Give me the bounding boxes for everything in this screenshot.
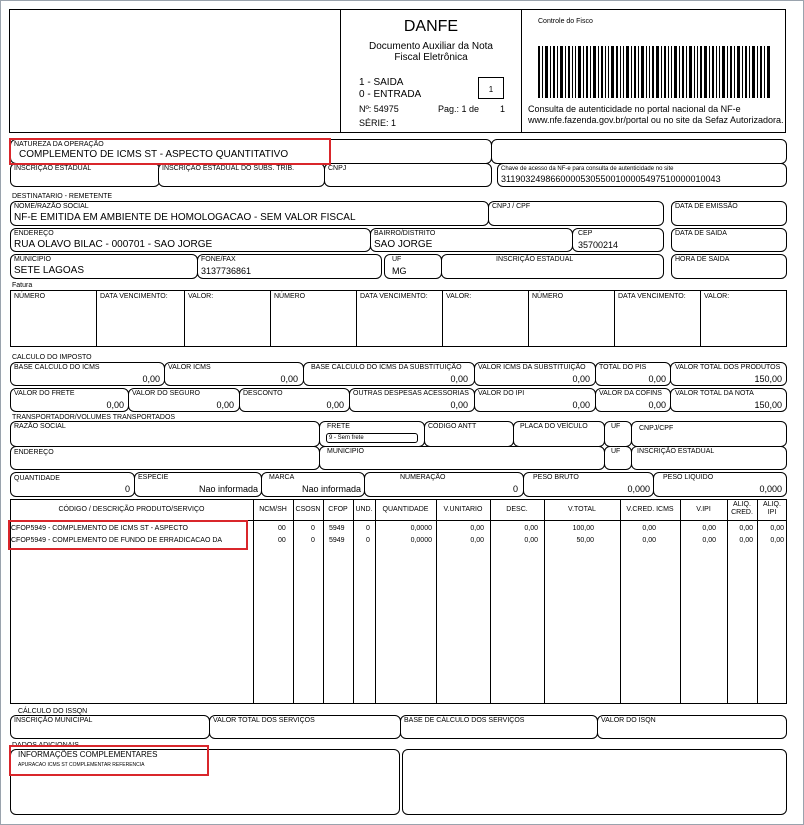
fatura-valor2-label: VALOR: — [446, 293, 472, 300]
col-header-desc: DESC. — [506, 506, 528, 513]
imposto-valor-icms-value: 0,00 — [280, 374, 298, 384]
transp-especie-label: ESPECIE — [138, 474, 169, 481]
table-row-1-cfop: 5949 — [329, 525, 345, 532]
table-row-1-quantidade: 0,0000 — [410, 525, 432, 532]
table-row-1-vcred: 0,00 — [642, 525, 656, 532]
table-row-2-cfop: 5949 — [329, 537, 345, 544]
table-row-2-desc: 0,00 — [524, 537, 538, 544]
col-header-csosn: CSOSN — [295, 506, 321, 513]
danfe-subtitle-2: Fiscal Eletrônica — [394, 52, 468, 63]
fatura-numero2-label: NÚMERO — [274, 293, 306, 300]
dest-nome-value: NF-E EMITIDA EM AMBIENTE DE HOMOLOGACAO - SEM VALOR FISCAL — [14, 212, 356, 223]
imposto-frete-label: VALOR DO FRETE — [14, 390, 75, 397]
tipo-entrada: 0 - ENTRADA — [359, 89, 422, 100]
imposto-outras-value: 0,00 — [450, 400, 468, 410]
nf-numero: Nº: 54975 — [359, 104, 399, 114]
dest-nome-label: NOME/RAZÃO SOCIAL — [14, 203, 89, 210]
dest-bairro-label: BAIRRO/DISTRITO — [374, 230, 436, 237]
imposto-total-prod-value: 150,00 — [754, 374, 782, 384]
barcode-image — [538, 46, 770, 98]
table-row-1-vipi: 0,00 — [702, 525, 716, 532]
dest-municipio-value: SETE LAGOAS — [14, 265, 85, 276]
table-row-1-descricao: CFOP5949 - COMPLEMENTO DE ICMS ST - ASPECTO — [11, 525, 188, 532]
fatura-venc-label: DATA VENCIMENTO: — [100, 293, 168, 300]
imposto-total-prod-label: VALOR TOTAL DOS PRODUTOS — [675, 364, 781, 371]
destinatario-section-title: DESTINATARIO - REMETENTE — [12, 193, 113, 200]
dest-emissao-label: DATA DE EMISSÃO — [675, 203, 738, 210]
chave-value: 31190324986600005305500100005497510000010043 — [501, 174, 721, 184]
cnpj-box — [324, 163, 492, 187]
dest-uf-value: MG — [392, 266, 407, 276]
fatura-section-title: Fatura — [12, 282, 33, 289]
transp-peso-liq-label: PESO LIQUIDO — [663, 474, 714, 481]
table-row-2-vtotal: 50,00 — [576, 537, 594, 544]
table-row-2-vcred: 0,00 — [642, 537, 656, 544]
imposto-valor-icms-label: VALOR ICMS — [168, 364, 211, 371]
dest-cnpj-label: CNPJ / CPF — [492, 203, 531, 210]
dest-endereco-label: ENDEREÇO — [14, 230, 54, 237]
transp-peso-bruto-label: PESO BRUTO — [533, 474, 579, 481]
fatura-numero-label: NÚMERO — [14, 293, 46, 300]
col-header-vcred-icms: V.CRED. ICMS — [626, 506, 674, 513]
table-row-1-aliq-ipi: 0,00 — [770, 525, 784, 532]
dest-cep-label: CEP — [578, 230, 593, 237]
table-row-2-aliq-cred: 0,00 — [739, 537, 753, 544]
imposto-total-nota-label: VALOR TOTAL DA NOTA — [675, 390, 754, 397]
transp-qtd-label: QUANTIDADE — [14, 475, 60, 482]
fatura-valor-label: VALOR: — [188, 293, 214, 300]
imposto-base-st-value: 0,00 — [450, 374, 468, 384]
table-row-2-quantidade: 0,0000 — [410, 537, 432, 544]
table-row-2-ncm: 00 — [278, 537, 286, 544]
natureza-label: NATUREZA DA OPERAÇÃO — [14, 141, 104, 148]
issqn-im-label: INSCRIÇÃO MUNICIPAL — [14, 717, 93, 724]
col-header-aliq-cred: ALIQ. CRED. — [731, 501, 753, 516]
table-row-1-aliq-cred: 0,00 — [739, 525, 753, 532]
dest-bairro-value: SAO JORGE — [374, 239, 433, 250]
table-row-1-desc: 0,00 — [524, 525, 538, 532]
transp-endereco-label: ENDEREÇO — [14, 449, 54, 456]
table-row-1-vunitario: 0,00 — [470, 525, 484, 532]
imposto-section-title: CALCULO DO IMPOSTO — [12, 354, 92, 361]
col-header-vunitario: V.UNITARIO — [443, 506, 483, 513]
adicionais-section-title: DADOS ADICIONAIS — [12, 742, 79, 749]
table-row-2-aliq-ipi: 0,00 — [770, 537, 784, 544]
table-row-1-ncm: 00 — [278, 525, 286, 532]
dest-hora-label: HORA DE SAIDA — [675, 256, 730, 263]
highlight-natureza — [9, 138, 331, 165]
transp-razao-label: RAZÃO SOCIAL — [14, 423, 66, 430]
transp-qtd-value: 0 — [124, 484, 130, 494]
imposto-valor-st-label: VALOR ICMS DA SUBSTITUIÇÃO — [478, 364, 586, 371]
fatura-venc2-label: DATA VENCIMENTO: — [360, 293, 428, 300]
transp-uf-label: UF — [611, 423, 621, 430]
fatura-numero3-label: NÚMERO — [532, 293, 564, 300]
highlight-adicionais — [9, 745, 209, 776]
dest-fone-label: FONE/FAX — [201, 256, 236, 263]
table-row-2-vipi: 0,00 — [702, 537, 716, 544]
fatura-venc3-label: DATA VENCIMENTO: — [618, 293, 686, 300]
nf-serie: SÉRIE: 1 — [359, 118, 397, 128]
table-row-2-vunitario: 0,00 — [470, 537, 484, 544]
transp-peso-liq-value: 0,000 — [759, 484, 782, 494]
fatura-valor3-label: VALOR: — [704, 293, 730, 300]
dest-saida-label: DATA DE SAIDA — [675, 230, 727, 237]
imposto-seguro-label: VALOR DO SEGURO — [132, 390, 200, 397]
transp-municipio-label: MUNICIPIO — [327, 448, 364, 455]
imposto-base-icms-label: BASE CALCULO DO ICMS — [14, 364, 100, 371]
emitente-box — [9, 9, 341, 133]
table-row-2-descricao: CFOP5949 - COMPLEMENTO DE FUNDO DE ERRADICACAO DA — [11, 537, 223, 544]
transp-frete-label: FRETE — [327, 423, 350, 430]
imposto-valor-st-value: 0,00 — [572, 374, 590, 384]
imposto-outras-label: OUTRAS DESPESAS ACESSORIAS — [353, 390, 469, 397]
transportador-section-title: TRANSPORTADOR/VOLUMES TRANSPORTADOS — [12, 414, 176, 421]
imposto-base-icms-value: 0,00 — [142, 374, 160, 384]
imposto-pis-label: TOTAL DO PIS — [599, 364, 647, 371]
imposto-desconto-label: DESCONTO — [243, 390, 283, 397]
chave-label: Chave de acesso da NF-e para consulta de autenticidade no site — [501, 166, 674, 172]
issqn-valor-label: VALOR DO ISQN — [601, 717, 656, 724]
transp-marca-label: MARCA — [269, 474, 295, 481]
col-header-vtotal: V.TOTAL — [568, 506, 596, 513]
col-header-cfop: CFOP — [328, 506, 348, 513]
natureza-value: COMPLEMENTO DE ICMS ST - ASPECTO QUANTITATIVO — [19, 149, 289, 160]
transp-frete-value: 9 - Sem frete — [329, 435, 364, 441]
page-indicator: Pag.: 1 de — [438, 104, 480, 114]
imposto-frete-value: 0,00 — [106, 400, 124, 410]
transp-uf2-label: UF — [611, 448, 621, 455]
natureza-right-box — [491, 139, 787, 164]
cnpj-label: CNPJ — [328, 165, 347, 172]
transp-placa-label: PLACA DO VEÍCULO — [520, 423, 588, 430]
issqn-base-label: BASE DE CÁLCULO DOS SERVIÇOS — [404, 717, 525, 724]
adicionais-info-value: APURACAO ICMS ST COMPLEMENTAR REFERENCIA — [18, 762, 145, 768]
table-row-1-csosn: 0 — [311, 525, 315, 532]
tipo-saida: 1 - SAIDA — [359, 77, 404, 88]
ie-label: INSCRIÇÃO ESTADUAL — [14, 165, 92, 172]
col-header-descricao: CÓDIGO / DESCRIÇÃO PRODUTO/SERVIÇO — [58, 506, 205, 513]
danfe-subtitle-1: Documento Auxiliar da Nota — [369, 41, 493, 52]
table-row-1-vtotal: 100,00 — [572, 525, 594, 532]
imposto-ipi-value: 0,00 — [572, 400, 590, 410]
col-header-ncm: NCM/SH — [259, 506, 287, 513]
highlight-produtos — [8, 520, 248, 550]
dest-fone-value: 3137736861 — [201, 266, 252, 276]
imposto-total-nota-value: 150,00 — [754, 400, 782, 410]
imposto-desconto-value: 0,00 — [326, 400, 344, 410]
col-header-und: UND. — [355, 506, 373, 513]
issqn-section-title: CÁLCULO DO ISSQN — [18, 708, 88, 715]
dest-municipio-label: MUNICIPIO — [14, 256, 51, 263]
issqn-total-label: VALOR TOTAL DOS SERVIÇOS — [213, 717, 315, 724]
transp-antt-label: CÓDIGO ANTT — [428, 423, 477, 430]
transp-ie-label: INSCRIÇÃO ESTADUAL — [637, 448, 715, 455]
adicionais-info-label: INFORMAÇÕES COMPLEMENTARES — [18, 750, 158, 759]
transp-numeracao-value: 0 — [512, 484, 518, 494]
col-header-quantidade: QUANTIDADE — [382, 506, 429, 513]
page-total: 1 — [500, 104, 506, 114]
col-header-vipi: V.IPI — [696, 506, 711, 513]
transp-numeracao-label: NUMERAÇÃO — [400, 474, 446, 481]
dest-cep-value: 35700214 — [578, 240, 619, 250]
imposto-pis-value: 0,00 — [648, 374, 666, 384]
imposto-cofins-label: VALOR DA COFINS — [599, 390, 662, 397]
transp-cnpj-label: CNPJ/CPF — [639, 425, 674, 432]
transp-especie-value: Nao informada — [198, 484, 258, 494]
table-row-2-und: 0 — [366, 537, 370, 544]
imposto-base-st-label: BASE CALCULO DO ICMS DA SUBSTITUIÇÃO — [311, 364, 462, 371]
dest-endereco-value: RUA OLAVO BILAC - 000701 - SAO JORGE — [14, 239, 213, 250]
table-row-1-und: 0 — [366, 525, 370, 532]
imposto-seguro-value: 0,00 — [216, 400, 234, 410]
imposto-cofins-value: 0,00 — [648, 400, 666, 410]
autenticidade-line-1: Consulta de autenticidade no portal nacional da NF-e — [528, 104, 741, 114]
adicionais-fisco-box — [402, 749, 787, 815]
table-row-2-csosn: 0 — [311, 537, 315, 544]
danfe-title: DANFE — [403, 18, 459, 35]
transp-peso-bruto-value: 0,000 — [627, 484, 650, 494]
col-header-aliq-ipi: ALIQ. IPI — [763, 501, 781, 516]
dest-ie-label: INSCRIÇÃO ESTADUAL — [496, 256, 574, 263]
imposto-ipi-label: VALOR DO IPI — [478, 390, 525, 397]
dest-uf-label: UF — [392, 256, 402, 263]
transp-endereco-box — [10, 446, 320, 470]
tipo-value: 1 — [488, 85, 494, 94]
transp-marca-value: Nao informada — [301, 484, 361, 494]
controle-fisco-label: Controle do Fisco — [538, 18, 593, 25]
ie-st-label: INSCRIÇÃO ESTADUAL DO SUBS. TRIB. — [162, 165, 295, 172]
autenticidade-line-2: www.nfe.fazenda.gov.br/portal ou no site da Sefaz Autorizadora. — [528, 115, 784, 125]
